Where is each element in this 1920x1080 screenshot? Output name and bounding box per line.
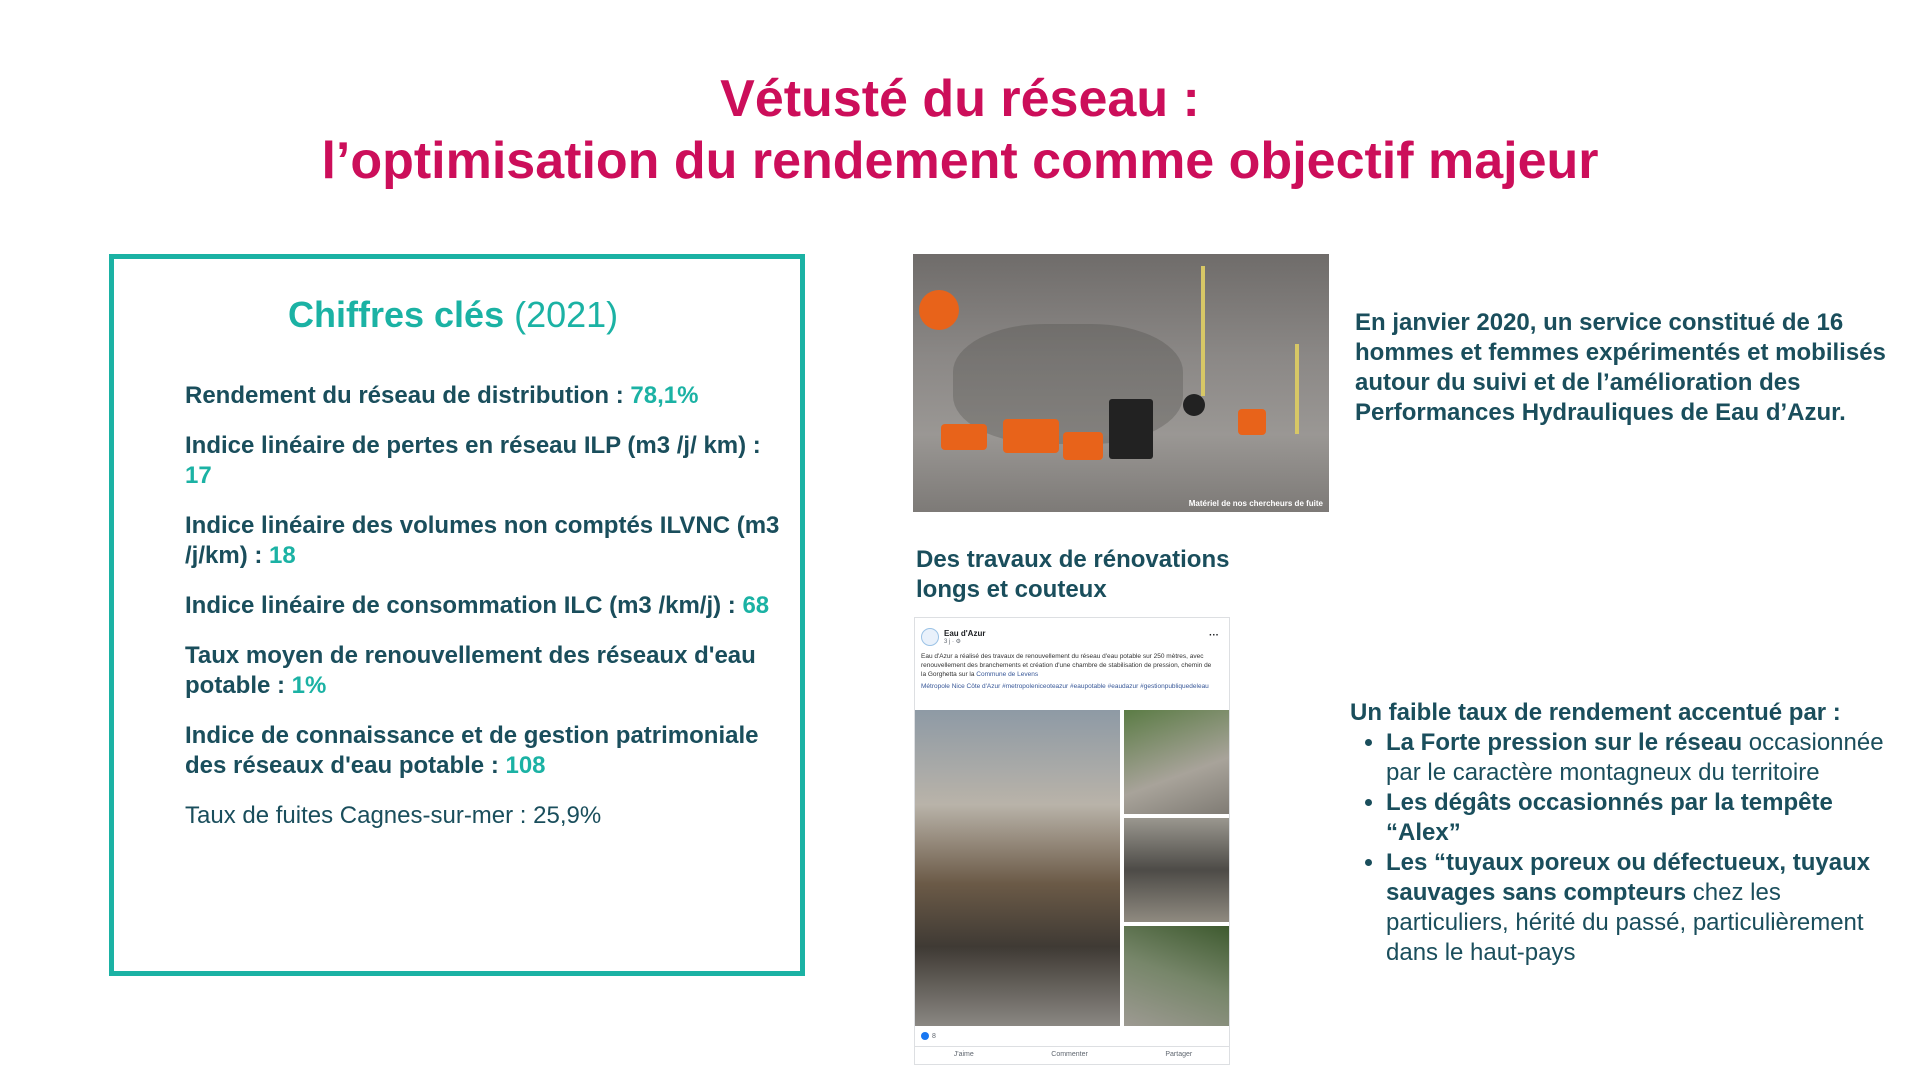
works-photo bbox=[1124, 710, 1230, 814]
like-button: J'aime bbox=[953, 1051, 974, 1058]
post-author: Eau d'Azur bbox=[944, 629, 986, 638]
trench-photo bbox=[915, 710, 1120, 1026]
probe-pole-shape bbox=[1201, 266, 1205, 396]
key-figure-value: 17 bbox=[185, 462, 212, 489]
post-meta: 3 j · ⚙ bbox=[944, 639, 962, 645]
key-figure-item bbox=[185, 591, 785, 621]
key-figure-value: 18 bbox=[269, 542, 296, 569]
avatar bbox=[921, 628, 939, 646]
title-line-2: l’optimisation du rendement comme objectif majeur bbox=[321, 132, 1599, 190]
case-shape bbox=[1109, 399, 1153, 459]
post-actions bbox=[915, 1046, 1230, 1058]
post-body bbox=[921, 652, 1217, 691]
leak-detection-equipment-photo bbox=[913, 254, 1329, 512]
key-figure-value: 1% bbox=[291, 672, 327, 699]
key-figures-heading bbox=[288, 295, 618, 335]
key-figure-item bbox=[185, 431, 785, 491]
sensor-shape bbox=[1183, 394, 1205, 416]
yield-factors bbox=[1350, 698, 1910, 968]
comment-button: Commenter bbox=[1051, 1051, 1088, 1058]
device-shape bbox=[941, 424, 987, 450]
key-figure-label: Indice linéaire de pertes en réseau ILP (m3 /j/ km) : bbox=[185, 432, 761, 459]
key-figure-label: Indice linéaire des volumes non comptés ILVNC (m3 /j/km) : bbox=[185, 512, 780, 569]
works-photo bbox=[1124, 926, 1230, 1026]
post-header bbox=[921, 628, 985, 646]
works-photo bbox=[1124, 818, 1230, 922]
post-body-text: Eau d'Azur a réalisé des travaux de renouvellement du réseau d'eau potable sur 250 mètres, avec renouvellement des branchements et création d'une chambre de stabilisation de pression, chemin de la Gorghetta sur la bbox=[921, 653, 1212, 678]
yield-factors-lead: Un faible taux de rendement accentué par : bbox=[1350, 699, 1841, 726]
service-description: En janvier 2020, un service constitué de 16 hommes et femmes expérimentés et mobilisés autour du suivi et de l’amélioration des Performances Hydrauliques de Eau d’Azur. bbox=[1355, 309, 1886, 426]
device-shape bbox=[1238, 409, 1266, 435]
page-title bbox=[0, 68, 1920, 192]
key-figure-value: 68 bbox=[742, 592, 770, 619]
key-figure-label: Indice linéaire de consommation ILC (m3 /km/j) : bbox=[185, 592, 743, 619]
social-post-screenshot bbox=[914, 617, 1230, 1065]
key-figure-item bbox=[185, 511, 785, 571]
factor-rest: occasionnée par le caractère montagneux du territoire bbox=[1386, 729, 1884, 786]
factor-bold: Les dégâts occasionnés par la tempête “Alex” bbox=[1386, 789, 1833, 846]
key-figure-leak-rate: Taux de fuites Cagnes-sur-mer : 25,9% bbox=[185, 802, 602, 829]
key-figure-item bbox=[185, 381, 785, 411]
works-heading: Des travaux de rénovations longs et couteux bbox=[916, 546, 1230, 603]
photo-caption: Matériel de nos chercheurs de fuite bbox=[1188, 499, 1323, 508]
like-count: 8 bbox=[932, 1032, 936, 1040]
probe-pole-shape bbox=[1295, 344, 1299, 434]
more-options-icon: ··· bbox=[1209, 630, 1219, 641]
list-item bbox=[1386, 728, 1910, 788]
yield-factors-list bbox=[1350, 728, 1910, 968]
factor-bold: La Forte pression sur le réseau bbox=[1386, 729, 1743, 756]
key-figure-label: Rendement du réseau de distribution : bbox=[185, 382, 631, 409]
device-shape bbox=[1003, 419, 1059, 453]
key-figure-item bbox=[185, 721, 785, 781]
share-button: Partager bbox=[1165, 1051, 1193, 1058]
factor-rest: chez les particuliers, hérité du passé, particulièrement dans le haut-pays bbox=[1386, 879, 1864, 966]
key-figures-heading-year: (2021) bbox=[514, 294, 619, 335]
headphones-shape bbox=[919, 290, 959, 330]
post-reactions bbox=[921, 1032, 936, 1040]
post-photos bbox=[915, 710, 1230, 1026]
factor-bold: Les “tuyaux poreux ou défectueux, tuyaux sauvages sans compteurs bbox=[1386, 849, 1871, 906]
device-shape bbox=[1063, 432, 1103, 460]
like-icon bbox=[921, 1032, 929, 1040]
post-tags: Métropole Nice Côte d'Azur #metropoleniceoteazur #eaupotable #eaudazur #gestionpubliquedeleau bbox=[921, 683, 1209, 690]
key-figure-value: 108 bbox=[505, 752, 546, 779]
key-figure-value: 78,1% bbox=[630, 382, 699, 409]
key-figure-item bbox=[185, 641, 785, 701]
list-item bbox=[1386, 848, 1910, 968]
key-figures-list bbox=[185, 381, 785, 851]
title-line-1: Vétusté du réseau : bbox=[720, 70, 1200, 128]
key-figures-box bbox=[109, 254, 805, 976]
key-figure-label: Indice de connaissance et de gestion patrimoniale des réseaux d'eau potable : bbox=[185, 722, 759, 779]
post-body-link: Commune de Levens bbox=[976, 671, 1039, 678]
key-figures-heading-label: Chiffres clés bbox=[288, 294, 505, 335]
key-figure-label: Taux moyen de renouvellement des réseaux d'eau potable : bbox=[185, 642, 756, 699]
list-item bbox=[1386, 788, 1910, 848]
